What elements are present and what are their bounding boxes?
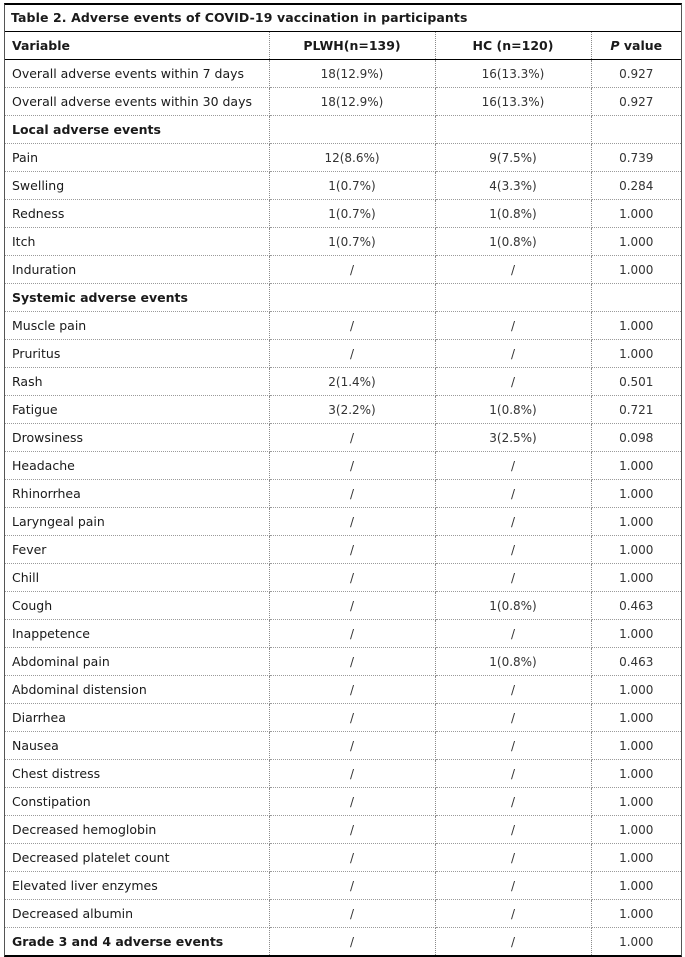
cell-plwh: 1(0.7%) xyxy=(269,228,435,256)
cell-plwh: / xyxy=(269,760,435,788)
cell-variable: Headache xyxy=(5,452,269,480)
cell-plwh: 18(12.9%) xyxy=(269,88,435,116)
header-plwh: PLWH(n=139) xyxy=(269,32,435,60)
cell-variable: Pain xyxy=(5,144,269,172)
cell-p-value: 0.927 xyxy=(591,88,681,116)
cell-p-value: 1.000 xyxy=(591,312,681,340)
table-row xyxy=(5,172,681,200)
cell-hc: 16(13.3%) xyxy=(435,60,591,88)
cell-p-value: 1.000 xyxy=(591,676,681,704)
header-p-rest: value xyxy=(619,38,663,53)
cell-plwh: / xyxy=(269,872,435,900)
cell-variable: Itch xyxy=(5,228,269,256)
cell-plwh: 1(0.7%) xyxy=(269,172,435,200)
cell-p-value xyxy=(591,116,681,144)
cell-plwh: / xyxy=(269,424,435,452)
table-row xyxy=(5,676,681,704)
cell-p-value: 0.721 xyxy=(591,396,681,424)
cell-p-value: 1.000 xyxy=(619,934,654,949)
cell-p-value: 0.927 xyxy=(591,60,681,88)
cell-plwh: / xyxy=(269,340,435,368)
cell-variable: Abdominal distension xyxy=(5,676,269,704)
cell-variable: Decreased hemoglobin xyxy=(5,816,269,844)
adverse-events-table xyxy=(5,31,681,955)
table-row xyxy=(5,788,681,816)
cell-variable: Local adverse events xyxy=(5,116,269,144)
cell-hc: / xyxy=(435,256,591,284)
cell-hc: / xyxy=(435,340,591,368)
cell-variable: Pruritus xyxy=(5,340,269,368)
table-row xyxy=(5,312,681,340)
cell-variable: Diarrhea xyxy=(5,704,269,732)
cell-hc: / xyxy=(435,844,591,872)
cell-plwh: 12(8.6%) xyxy=(269,144,435,172)
table-row xyxy=(5,368,681,396)
table-row xyxy=(5,452,681,480)
cell-plwh: / xyxy=(269,844,435,872)
cell-hc: 1(0.8%) xyxy=(435,228,591,256)
cell-p-value: 1.000 xyxy=(591,480,681,508)
cell-plwh: 18(12.9%) xyxy=(269,60,435,88)
cell-hc: 1(0.8%) xyxy=(435,200,591,228)
cell-p-value: 1.000 xyxy=(591,816,681,844)
cell-hc: / xyxy=(435,368,591,396)
cell-variable: Fatigue xyxy=(5,396,269,424)
cell-p-value: 0.098 xyxy=(591,424,681,452)
cell-plwh: / xyxy=(269,900,435,928)
cell-plwh: / xyxy=(269,788,435,816)
cell-variable: Grade 3 and 4 adverse events xyxy=(5,928,269,956)
cell-p-value: 1.000 xyxy=(591,900,681,928)
table-row xyxy=(5,592,681,620)
table-caption: Table 2. Adverse events of COVID-19 vaccination in participants xyxy=(11,10,468,25)
cell-hc: 3(2.5%) xyxy=(435,424,591,452)
cell-p-value: 0.501 xyxy=(591,368,681,396)
cell-hc: / xyxy=(435,564,591,592)
cell-variable: Muscle pain xyxy=(5,312,269,340)
cell-p-value: 1.000 xyxy=(591,620,681,648)
header-hc: HC (n=120) xyxy=(435,32,591,60)
table-container xyxy=(4,3,682,957)
cell-hc: 16(13.3%) xyxy=(435,88,591,116)
cell-variable: Decreased albumin xyxy=(5,900,269,928)
cell-variable: Inappetence xyxy=(5,620,269,648)
cell-p-value: 0.739 xyxy=(591,144,681,172)
cell-variable: Chill xyxy=(5,564,269,592)
cell-variable: Laryngeal pain xyxy=(5,508,269,536)
cell-plwh xyxy=(269,284,435,312)
cell-p-value: 0.284 xyxy=(591,172,681,200)
cell-p-value: 1.000 xyxy=(591,872,681,900)
cell-p-value: 1.000 xyxy=(591,760,681,788)
cell-variable: Fever xyxy=(5,536,269,564)
cell-hc: / xyxy=(435,676,591,704)
cell-plwh: 3(2.2%) xyxy=(269,396,435,424)
cell-plwh: 1(0.7%) xyxy=(269,200,435,228)
cell-plwh: / xyxy=(269,312,435,340)
cell-hc: 1(0.8%) xyxy=(435,396,591,424)
cell-p-value: 1.000 xyxy=(591,844,681,872)
cell-plwh: / xyxy=(269,256,435,284)
cell-variable: Systemic adverse events xyxy=(5,284,269,312)
cell-p-value: 1.000 xyxy=(591,340,681,368)
cell-p-value: 0.463 xyxy=(591,592,681,620)
cell-hc xyxy=(435,284,591,312)
cell-p-value: 1.000 xyxy=(591,508,681,536)
cell-hc: / xyxy=(435,760,591,788)
table-row xyxy=(5,536,681,564)
cell-plwh: / xyxy=(269,480,435,508)
header-variable: Variable xyxy=(5,32,269,60)
table-row xyxy=(5,396,681,424)
cell-plwh: / xyxy=(269,816,435,844)
table-body xyxy=(5,60,681,956)
cell-variable: Rhinorrhea xyxy=(5,480,269,508)
cell-p-value: 1.000 xyxy=(591,452,681,480)
table-row xyxy=(5,704,681,732)
section-row xyxy=(5,928,681,956)
table-row xyxy=(5,340,681,368)
table-row xyxy=(5,256,681,284)
table-row xyxy=(5,228,681,256)
cell-hc: / xyxy=(435,900,591,928)
cell-hc: / xyxy=(435,704,591,732)
cell-variable: Decreased platelet count xyxy=(5,844,269,872)
cell-variable: Chest distress xyxy=(5,760,269,788)
cell-plwh: / xyxy=(269,452,435,480)
header-row xyxy=(5,32,681,60)
table-row xyxy=(5,760,681,788)
cell-hc: / xyxy=(435,816,591,844)
cell-plwh: / xyxy=(269,648,435,676)
section-row xyxy=(5,284,681,312)
cell-p-value: 0.463 xyxy=(591,648,681,676)
table-row xyxy=(5,88,681,116)
cell-p-value: 1.000 xyxy=(591,564,681,592)
table-header xyxy=(5,32,681,60)
cell-hc: / xyxy=(435,788,591,816)
cell-hc: / xyxy=(435,452,591,480)
table-row xyxy=(5,620,681,648)
cell-hc: / xyxy=(435,872,591,900)
cell-variable: Abdominal pain xyxy=(5,648,269,676)
header-p-italic: P xyxy=(610,38,620,53)
cell-hc: 4(3.3%) xyxy=(435,172,591,200)
table-row xyxy=(5,564,681,592)
cell-variable: Constipation xyxy=(5,788,269,816)
cell-plwh: / xyxy=(269,620,435,648)
cell-variable: Cough xyxy=(5,592,269,620)
cell-plwh: / xyxy=(269,508,435,536)
cell-p-value: 1.000 xyxy=(591,536,681,564)
cell-hc: / xyxy=(435,620,591,648)
cell-hc: / xyxy=(435,480,591,508)
table-row xyxy=(5,424,681,452)
table-row xyxy=(5,732,681,760)
cell-variable: Overall adverse events within 30 days xyxy=(5,88,269,116)
cell-hc xyxy=(435,116,591,144)
table-row xyxy=(5,900,681,928)
table-row xyxy=(5,60,681,88)
cell-hc: / xyxy=(435,312,591,340)
cell-plwh: / xyxy=(269,592,435,620)
table-row xyxy=(5,144,681,172)
table-row xyxy=(5,508,681,536)
table-row xyxy=(5,480,681,508)
cell-hc: / xyxy=(435,732,591,760)
cell-variable: Elevated liver enzymes xyxy=(5,872,269,900)
cell-variable: Overall adverse events within 7 days xyxy=(5,60,269,88)
cell-plwh: 2(1.4%) xyxy=(269,368,435,396)
cell-variable: Induration xyxy=(5,256,269,284)
cell-variable: Rash xyxy=(5,368,269,396)
cell-p-value: 1.000 xyxy=(591,704,681,732)
table-row xyxy=(5,816,681,844)
cell-plwh: / xyxy=(269,676,435,704)
table-row xyxy=(5,872,681,900)
cell-hc: / xyxy=(435,536,591,564)
cell-p-value: 1.000 xyxy=(591,228,681,256)
cell-p-value: 1.000 xyxy=(591,256,681,284)
cell-hc: / xyxy=(435,508,591,536)
cell-p-value: 1.000 xyxy=(591,788,681,816)
cell-variable: Drowsiness xyxy=(5,424,269,452)
cell-p-value: 1.000 xyxy=(591,732,681,760)
cell-plwh: / xyxy=(269,928,435,956)
cell-hc: 9(7.5%) xyxy=(435,144,591,172)
cell-plwh: / xyxy=(269,536,435,564)
cell-plwh xyxy=(269,116,435,144)
table-row xyxy=(5,200,681,228)
cell-p-value: 1.000 xyxy=(591,200,681,228)
section-row xyxy=(5,116,681,144)
cell-hc: 1(0.8%) xyxy=(435,648,591,676)
table-row xyxy=(5,648,681,676)
cell-hc: 1(0.8%) xyxy=(435,592,591,620)
cell-hc: / xyxy=(435,928,591,956)
cell-variable: Nausea xyxy=(5,732,269,760)
cell-p-value xyxy=(591,284,681,312)
cell-plwh: / xyxy=(269,704,435,732)
cell-variable: Swelling xyxy=(5,172,269,200)
table-row xyxy=(5,844,681,872)
header-p-value xyxy=(591,32,681,60)
cell-variable: Redness xyxy=(5,200,269,228)
cell-plwh: / xyxy=(269,732,435,760)
cell-plwh: / xyxy=(269,564,435,592)
